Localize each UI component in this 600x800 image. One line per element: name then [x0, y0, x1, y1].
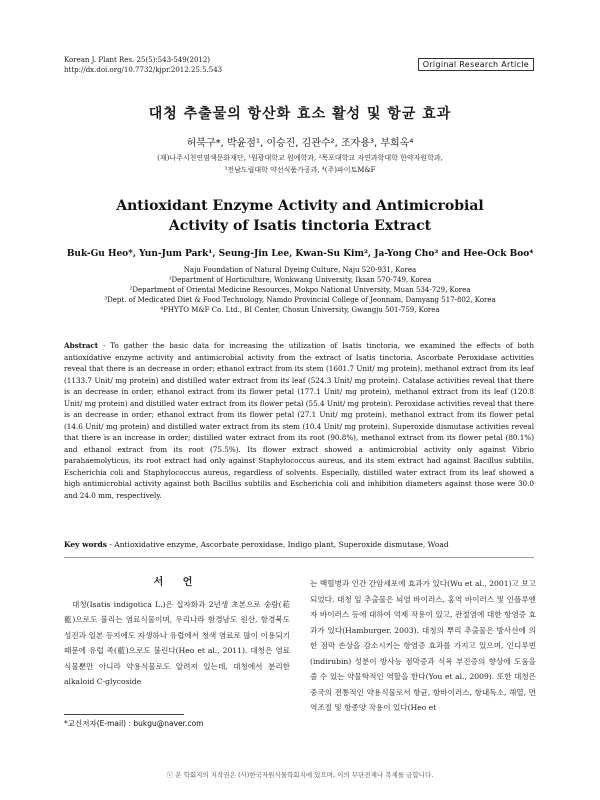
keywords-label: Key words: [64, 540, 107, 549]
corresponding-author-note: *교신저자(E-mail) : bukgu@naver.com: [64, 719, 204, 728]
affiliation-line: ¹Department of Horticulture, Wonkwang University, Iksan 570-749, Korea: [168, 276, 432, 284]
abstract-label: Abstract: [64, 341, 99, 350]
section-heading-introduction: 서 언: [153, 577, 201, 588]
affiliation-line: ⁴PHYTO M&F Co. Ltd., BI Center, Chosun University, Gwangju 501-759, Korea: [160, 306, 440, 314]
keywords-text: - Antioxidative enzyme, Ascorbate peroxidase, Indigo plant, Superoxide dismutase, Woad: [109, 540, 449, 549]
english-authors: Buk-Gu Heo*, Yun-Jum Park¹, Seung-Jin Lee, Kwan-Su Kim², Ja-Yong Cho³ and Hee-Ock Boo⁴: [66, 249, 534, 259]
english-title: [0, 196, 600, 236]
korean-affiliation-2: ³전남도립대학 약선식품가공과, ⁴(주)파이토M&F: [224, 166, 376, 174]
english-title-line-2: Activity of Isatis tinctoria Extract: [168, 218, 432, 234]
intro-left-column: [64, 575, 290, 690]
korean-authors: 허북구*, 박윤점¹, 이승진, 김관수², 조자용³, 부희옥⁴: [186, 138, 414, 149]
english-title-line-1: Antioxidant Enzyme Activity and Antimicrobial: [116, 198, 484, 214]
copyright-notice: ⓒ 본 학회지의 저작권은 (사)한국자원식물학회지에 있으며, 이의 무단전재나 복제를 금합니다.: [166, 771, 434, 779]
intro-paragraph-right: 는 백혈병과 인간 간암세포에 효과가 있다(Wu et al., 2001)고 보고되었다. 대청 잎 추출물은 뇌염 바이러스, 홍역 바이러스 및 인플루엔자 바이러스 등에 대하여 억제 작용이 있고, 관절염에 대한 항염증 효과가 있다(Hamburger, 2003). 대청의 뿌리 추출물은 방사선에 의한 점막 손상을 감소시키는 항염증 효과를 가지고 있으며, 인디루빈(indirubin) 성분이 방사능 점막증과 식욕 부진증의 향상에 도움을 줄 수 있는 약물학적인 역할을 한다(You et al., 2009). 또한 대청은 중국의 전통적인 약용식물로서 항균, 항바이러스, 항내독소, 해열, 면역조절 및 항종양 작용이 있다(Heo et: [310, 579, 536, 712]
intro-right-column: [310, 576, 536, 716]
english-affiliations: [0, 265, 600, 315]
keywords: [64, 540, 534, 549]
korean-affiliation-1: (재)나주시천연염색문화재단, ¹원광대학교 원예학과, ²목포대학교 자연과학대학 한약자원학과,: [157, 154, 443, 162]
intro-paragraph-left: 대청(Isatis indigotica L.)은 십자화과 2년생 초본으로 숭람(菘藍)으로도 불리는 염료식물이며, 우리나라 함경남도 원산, 함경북도 성진과 일본 등지에도 자생하나 유럽에서 청색 염료로 많이 이용되기 때문에 유럽 족(藍)으로도 불린다(Heo et al., 2011). 대청은 염료식물뿐만 아니라 약용식물로도 알려져 있는데, 대청에서 분리한 alkaloid C-glycoside: [64, 599, 290, 686]
doi-link[interactable]: http://dx.doi.org/10.7732/kjpr.2012.25.5.543: [64, 66, 223, 74]
section-divider: [64, 557, 534, 558]
affiliation-line: ³Dept. of Medicated Diet & Food Technology, Namdo Provincial College of Jeonnam, Damyang 517-802, Korea: [104, 296, 496, 304]
affiliation-line: Naju Foundation of Natural Dyeing Culture, Naju 520-931, Korea: [183, 266, 417, 274]
article-type-badge: Original Research Article: [418, 58, 534, 71]
abstract-text: - To gather the basic data for increasing the utilization of Isatis tinctoria, we examined the effects of both antioxidative enzyme activity and antimicrobial activity from the extract of Isatis tinctoria. Ascorbate Peroxidase activities reveal that there is an decrease in order; ethanol extract from its stem (1601.7 Unit/ mg protein), methanol extract from its leaf (1133.7 Unit/ mg protein) and distilled water extract from its leaf (524.3 Unit/ mg protein). Catalase activities reveal that there is an decrease in order; ethanol extract from its flower petal (177.1 Unit/ mg protein), methanol extract from its leaf (120.8 Unit/ mg protein) and distilled water extract from its flower petal (55.4 Unit/ mg protein). Peroxidase activities reveal that there is an decrease in order; ethanol extract from its flower petal (27.1 Unit/ mg protein), methanol extract from its flower petal (14.6 Unit/ mg protein) and distilled water extract from its stem (10.4 Unit/ mg protein). Superoxide dismutase activities reveal that there is an increase in order; distilled water extract from its root (90.8%), methanol extract from its flower petal (80.1%) and ethanol extract from its root (75.5%). Its flower extract showed a antimicrobial activity only against Vibrio parahaemolyticus, its root extract had only against Staphylococcus aureus, and its stem extract had against Bacillus subtilis, Escherichia coli and Staphylococcus aureus, regardless of solvents. Especially, distilled water extract from its leaf showed a high antimicrobial activity against both Bacillus subtilis and Escherichia coli and inhibition diameters against those were 30.0 and 24.0 mm, respectively.: [64, 341, 534, 500]
korean-title: 대청 추출물의 항산화 효소 활성 및 항균 효과: [148, 106, 452, 122]
footnote-divider: [64, 714, 184, 715]
abstract: [64, 340, 534, 501]
journal-citation: Korean J. Plant Res. 25(5):543-549(2012): [64, 56, 211, 64]
affiliation-line: ²Department of Oriental Medicine Resources, Mokpo National University, Muan 534-729, Korea: [129, 286, 471, 294]
journal-header: [64, 55, 222, 75]
